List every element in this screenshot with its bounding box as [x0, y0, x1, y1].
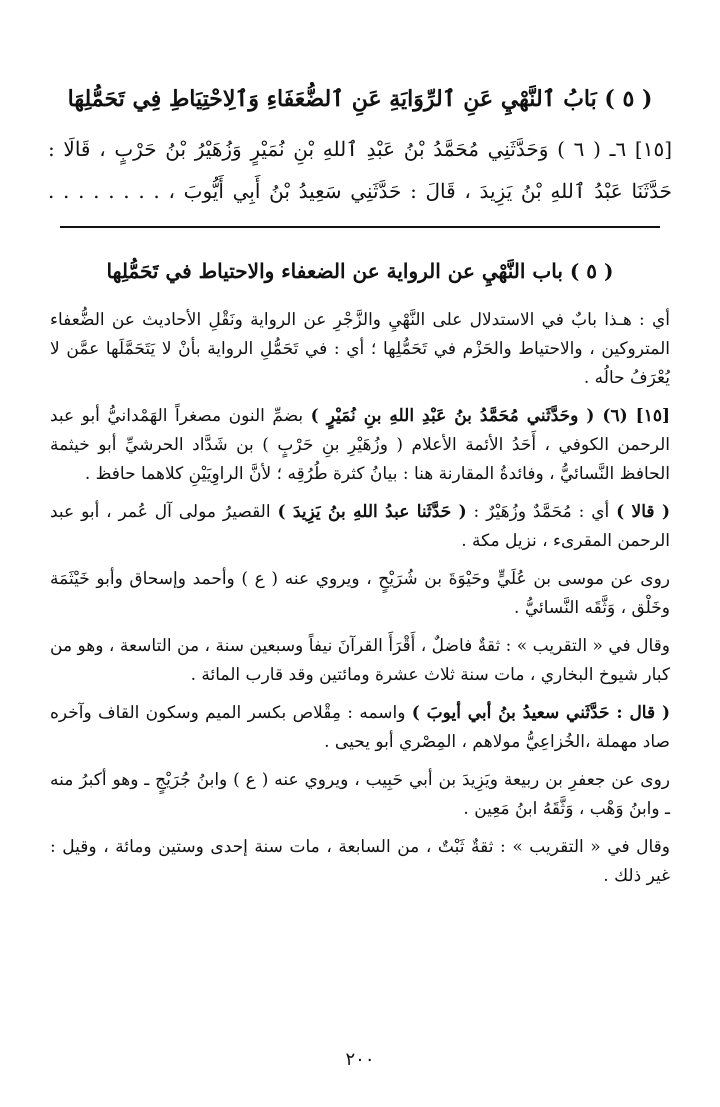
- sharh-chapter-title: ( ٥ ) باب النَّهْيِ عن الرواية عن الضعفاء والاحتياط في تَحَمُّلِها: [106, 259, 614, 283]
- commentary-text: واسمه : مِقْلاص بكسر الميم وسكون القاف وآخره صاد مهملة ،الخُزاعِيُّ مولاهم ، المِصْري أبو يحيى .: [50, 703, 670, 752]
- matn-line-1: [١٥] ٦ـ ( ٦ ) وَحَدَّثَنِي مُحَمَّدُ بْنُ عَبْدِ ٱللهِ بْنِ نُمَيْرٍ وَزُهَيْرُ بْنُ حَرْبٍ ، قَالَا :: [48, 137, 672, 161]
- narrator-chain-bold: ( قالا ): [616, 502, 670, 522]
- commentary-text: القصيرُ مولى آل عُمر ، أبو عبد الرحمن المقرىء ، نزيل مكة .: [50, 502, 670, 551]
- commentary-paragraph-1: أي : هـذا بابٌ في الاستدلال على النَّهْيِ والزَّجْرِ عن الرواية ونَقْلِ الأحاديث عن الضُّعفاء المتروكين ، والاحتياط والحَزْم في تَحَمُّلِها ؛ أي : في تَحَمُّلِ الرواية بأنْ لا يَتَحَمَّلَها عمَّن لا يُعْرَفُ حالُه .: [50, 310, 670, 388]
- commentary-paragraph-7: روى عن جعفرِ بن ربيعة ويَزِيدَ بن أبي حَبِيب ، ويروي عنه ( ع ) وابنُ جُرَيْجٍ ـ وهو أكبرُ منه ـ وابنُ وَهْب ، وَثَّقَهُ ابنُ مَعِين .: [50, 770, 670, 819]
- commentary-paragraph-3: [50, 498, 670, 556]
- commentary-paragraph-5: وقال في « التقريب » : ثقةٌ فاضلٌ ، أَقْرَأَ القرآنَ نيفاً وسبعين سنة ، من التاسعة ، وهو من كبار شيوخ البخاري ، مات سنة ثلاث عشرة ومائتين وقد قارب المائة .: [50, 636, 670, 685]
- commentary-text: بضمِّ النون مصغراً الهَمْدانيُّ أبو عبد الرحمن الكوفي ، أَحَدُ الأئمة الأعلام ( وزُهَيْرِ بنِ حَرْبٍ ) بن شَدَّاد الحرشيِّ أبو خيثمة الحافظ النَّسائيُّ ، وفائدةُ المقارنة هنا : بيانُ كثرة طُرُقِه ؛ لأنَّ الراوِيَيْنِ كلاهما حافظ .: [50, 406, 670, 484]
- matn-chapter-title: ( ٥ ) بَابُ ٱلنَّهْيِ عَنِ ٱلرِّوَايَةِ عَنِ ٱلضُّعَفَاءِ وَٱلِاحْتِيَاطِ فِي تَحَمُّلِهَا: [67, 86, 653, 112]
- narrator-chain-bold: [١٥] (٦) ( وحَدَّثَني مُحَمَّدُ بنُ عَبْدِ اللهِ بنِ نُمَيْرٍ ): [310, 406, 670, 426]
- commentary-paragraph-8: وقال في « التقريب » : ثقةٌ ثَبْتٌ ، من السابعة ، مات سنة إحدى وستين ومائة ، وقيل : غير ذلك .: [50, 837, 670, 886]
- commentary-body: [50, 306, 670, 891]
- narrator-chain-bold: ( حَدَّثَنا عبدُ اللهِ بنُ يَزِيدَ ): [277, 502, 467, 522]
- section-divider: [60, 226, 660, 228]
- commentary-paragraph-6: [50, 699, 670, 757]
- commentary-paragraph-2: [50, 402, 670, 489]
- narrator-chain-bold: ( قال : حَدَّثَني سعيدُ بنُ أبي أيوبَ ): [411, 703, 670, 723]
- commentary-text: أي : مُحَمَّدٌ وزُهَيْرٌ :: [466, 502, 617, 522]
- commentary-paragraph-4: روى عن موسى بن عُلَيٍّ وحَيْوَةَ بن شُرَيْحٍ ، ويروي عنه ( ع ) وأحمد وإسحاق وأبو خَيْثَمَة وخَلْق ، وَثَّقَه النَّسائيُّ .: [50, 569, 670, 618]
- page-number: ٢٠٠: [345, 1049, 375, 1070]
- matn-line-2: حَدَّثَنَا عَبْدُ ٱللهِ بْنُ يَزِيدَ ، قَالَ : حَدَّثَنِي سَعِيدُ بْنُ أَبِي أَيُّوبَ ، . . . . . . . .: [48, 179, 672, 203]
